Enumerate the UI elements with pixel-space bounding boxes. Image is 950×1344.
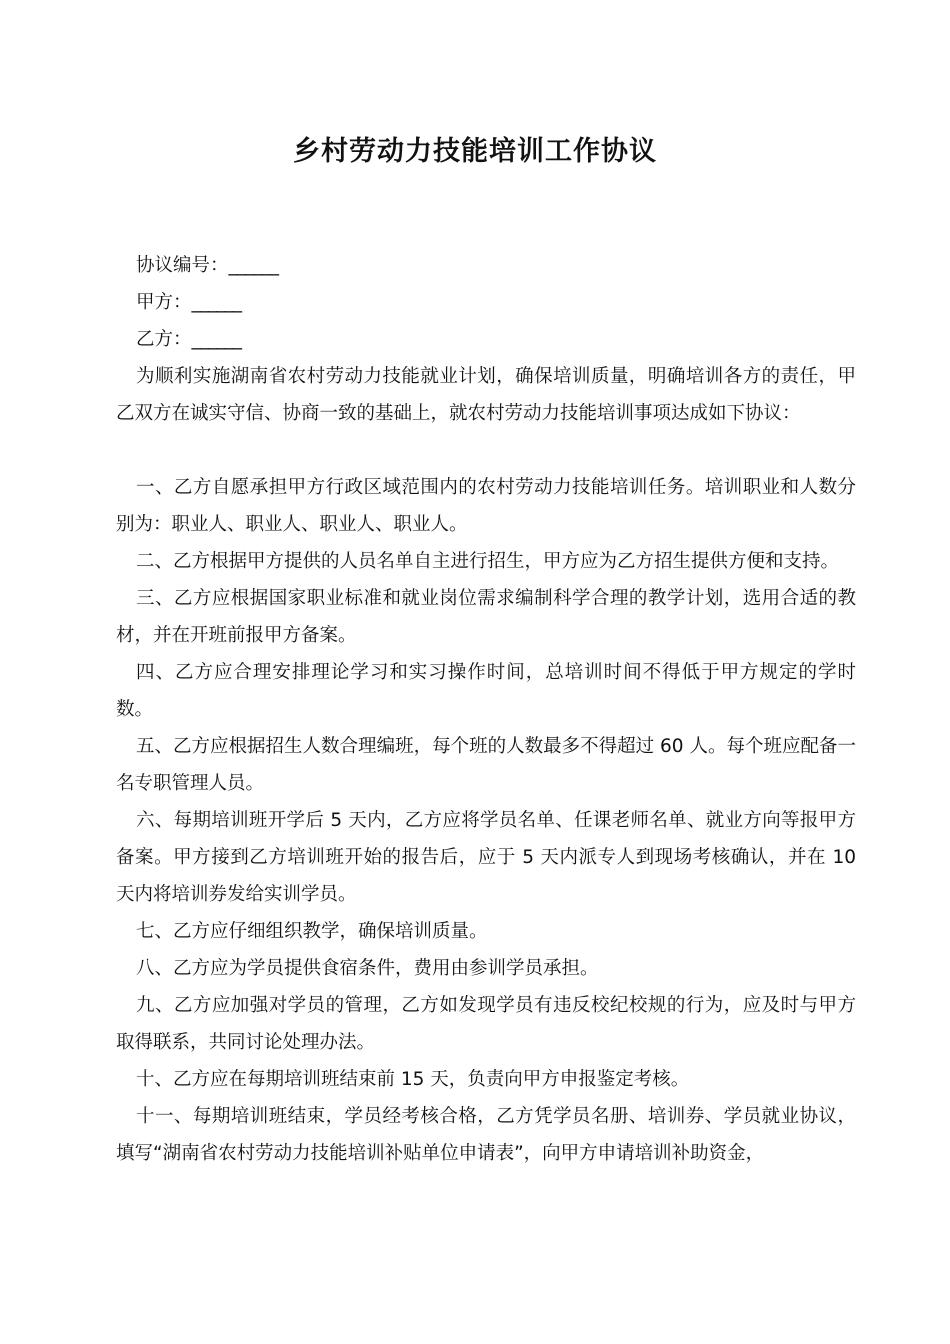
clause-7: 七、乙方应仔细组织教学，确保培训质量。 <box>136 921 488 942</box>
intro-paragraph: 为顺利实施湖南省农村劳动力技能就业计划，确保培训质量，明确培训各方的责任，甲乙双方在诚实守信、协商一致的基础上，就农村劳动力技能培训事项达成如下协议： <box>116 366 856 424</box>
field-party-b <box>116 321 856 358</box>
field-blank: ______ <box>191 292 242 313</box>
field-blank: ______ <box>191 329 242 350</box>
clause-11: 十一、每期培训班结束，学员经考核合格，乙方凭学员名册、培训券、学员就业协议，填写“湖南省农村劳动力技能培训补贴单位申请表”，向甲方申请培训补助资金， <box>116 1106 856 1164</box>
clause-1: 一、乙方自愿承担甲方行政区域范围内的农村劳动力技能培训任务。培训职业和人数分别为：职业人、职业人、职业人、职业人。 <box>116 477 856 535</box>
clause-4: 四、乙方应合理安排理论学习和实习操作时间，总培训时间不得低于甲方规定的学时数。 <box>116 662 856 720</box>
document-title: 乡村劳动力技能培训工作协议 <box>293 136 657 167</box>
document-body <box>116 247 856 1172</box>
clause-3: 三、乙方应根据国家职业标准和就业岗位需求编制科学合理的教学计划，选用合适的教材，并在开班前报甲方备案。 <box>116 588 856 646</box>
clause-9: 九、乙方应加强对学员的管理，乙方如发现学员有违反校纪校规的行为，应及时与甲方取得联系，共同讨论处理办法。 <box>116 995 856 1053</box>
clause-2: 二、乙方根据甲方提供的人员名单自主进行招生，甲方应为乙方招生提供方便和支持。 <box>136 551 840 572</box>
clause-8: 八、乙方应为学员提供食宿条件，费用由参训学员承担。 <box>136 958 599 979</box>
field-party-a <box>116 284 856 321</box>
field-label: 甲方： <box>136 292 192 313</box>
field-blank: ______ <box>228 255 279 276</box>
clause-10: 十、乙方应在每期培训班结束前 15 天，负责向甲方申报鉴定考核。 <box>136 1069 690 1090</box>
clause-5: 五、乙方应根据招生人数合理编班，每个班的人数最多不得超过 60 人。每个班应配备一名专职管理人员。 <box>116 736 856 794</box>
field-label: 协议编号： <box>136 255 229 276</box>
field-label: 乙方： <box>136 329 192 350</box>
clause-6: 六、每期培训班开学后 5 天内，乙方应将学员名单、任课老师名单、就业方向等报甲方备案。甲方接到乙方培训班开始的报告后，应于 5 天内派专人到现场考核确认，并在 10 天内将培训券发给实训学员。 <box>116 810 856 905</box>
field-agreement-number <box>116 247 856 284</box>
